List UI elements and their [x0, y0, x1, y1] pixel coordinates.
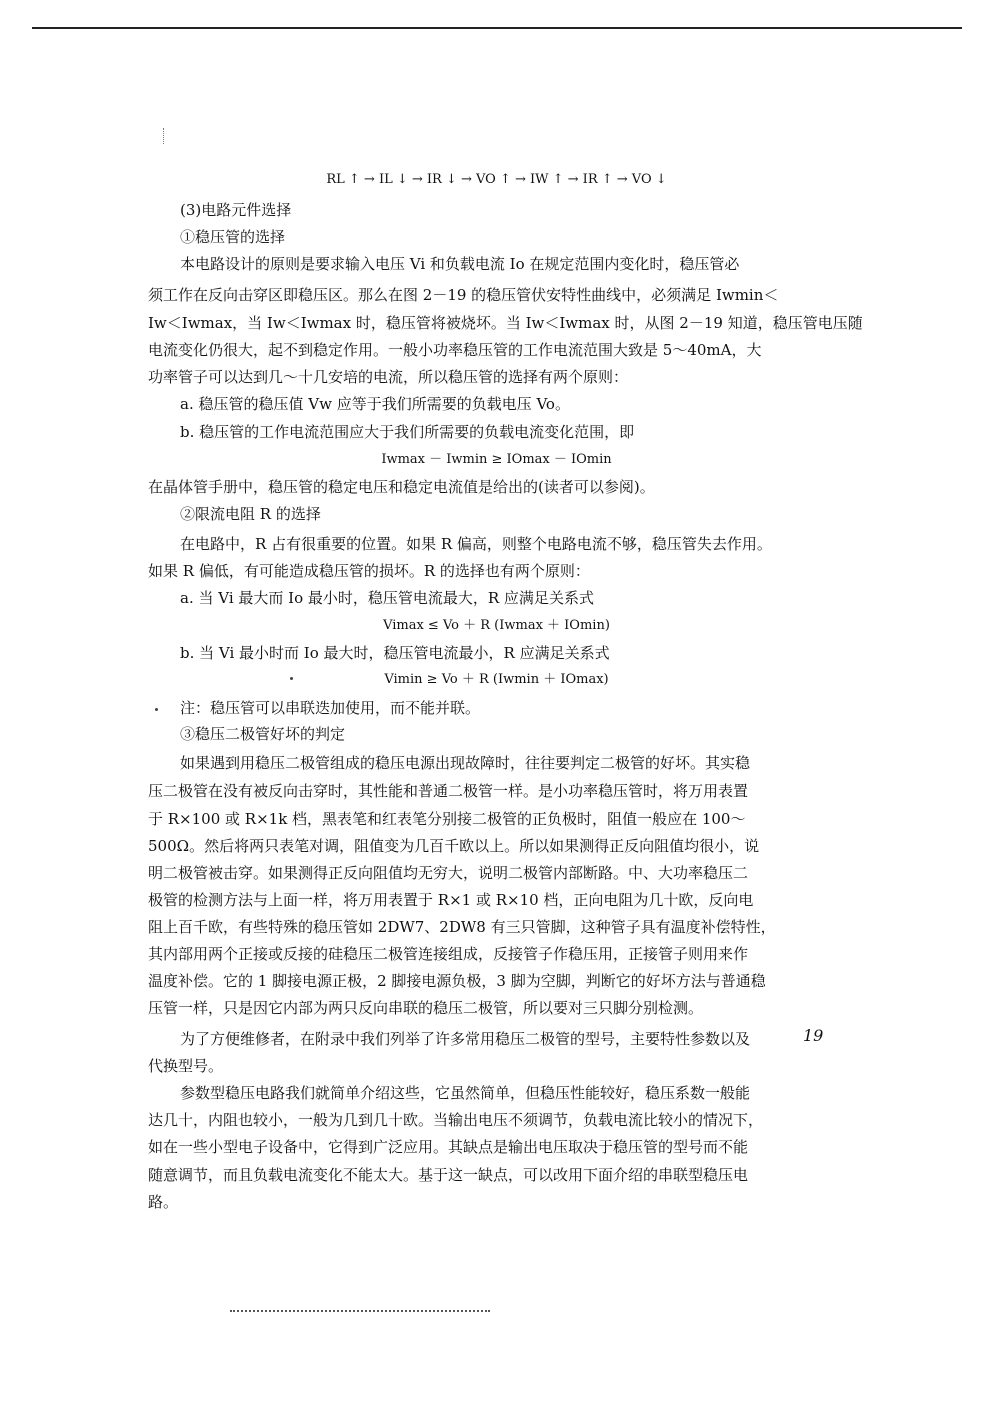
- paragraph-line: 路。: [148, 1193, 179, 1211]
- list-item: a. 稳压管的稳压值 Vw 应等于我们所需要的负载电压 Vo。: [180, 395, 570, 413]
- paragraph-line: 功率管子可以达到几～十几安培的电流，所以稳压管的选择有两个原则：: [148, 368, 629, 386]
- paragraph-line: 如果 R 偏低，有可能造成稳压管的损坏。R 的选择也有两个原则：: [148, 562, 590, 580]
- top-rule: [32, 27, 962, 29]
- scan-tick: [163, 128, 165, 144]
- section-heading: (3)电路元件选择: [180, 201, 292, 219]
- paragraph-line: 本电路设计的原则是要求输入电压 Vi 和负载电流 Io 在规定范围内变化时，稳压管必: [180, 255, 740, 273]
- paragraph-line: 为了方便维修者，在附录中我们列举了许多常用稳压二极管的型号，主要特性参数以及: [180, 1030, 751, 1048]
- subsection-heading: ③稳压二极管好坏的判定: [180, 725, 346, 743]
- inequality-formula: Vimax ≤ Vo ＋ R (Iwmax ＋ IOmin): [383, 618, 610, 633]
- paragraph-line: 于 R×100 或 R×1k 档，黑表笔和红表笔分别接二极管的正负极时，阻值一般应在 100～: [148, 810, 746, 828]
- paragraph-line: 温度补偿。它的 1 脚接电源正极，2 脚接电源负极，3 脚为空脚，判断它的好坏方法与普通稳: [148, 972, 766, 990]
- note-line: 注：稳压管可以串联迭加使用，而不能并联。: [180, 699, 481, 717]
- list-item: a. 当 Vi 最大而 Io 最小时，稳压管电流最大，R 应满足关系式: [180, 589, 594, 607]
- paragraph-line: 电流变化仍很大，起不到稳定作用。一般小功率稳压管的工作电流范围大致是 5～40mA，大: [148, 341, 762, 359]
- scan-artifact-dots: [230, 1310, 490, 1314]
- paragraph-line: 阻上百千欧，有些特殊的稳压管如 2DW7、2DW8 有三只管脚，这种管子具有温度补偿特性，: [148, 918, 776, 936]
- list-item: b. 稳压管的工作电流范围应大于我们所需要的负载电流变化范围，即: [180, 423, 635, 441]
- paragraph-line: 明二极管被击穿。如果测得正反向阻值均无穷大，说明二极管内部断路。中、大功率稳压二: [148, 864, 749, 882]
- subsection-heading: ①稳压管的选择: [180, 228, 286, 246]
- paragraph-line: 其内部用两个正接或反接的硅稳压二极管连接组成，反接管子作稳压用，正接管子则用来作: [148, 945, 749, 963]
- page-number: 19: [803, 1026, 824, 1045]
- list-item: b. 当 Vi 最小时而 Io 最大时，稳压管电流最小，R 应满足关系式: [180, 644, 610, 662]
- paragraph-line: 如果遇到用稳压二极管组成的稳压电源出现故障时，往往要判定二极管的好坏。其实稳: [180, 754, 751, 772]
- paragraph-line: 在晶体管手册中，稳压管的稳定电压和稳定电流值是给出的(读者可以参阅)。: [148, 478, 655, 496]
- paragraph-line: 随意调节，而且负载电流变化不能太大。基于这一缺点，可以改用下面介绍的串联型稳压电: [148, 1166, 749, 1184]
- paragraph-line: 压二极管在没有被反向击穿时，其性能和普通二极管一样。是小功率稳压管时，将万用表置: [148, 782, 749, 800]
- inequality-formula: Vimin ≥ Vo ＋ R (Iwmin ＋ IOmax): [384, 672, 609, 687]
- dot-mark: [155, 708, 158, 711]
- paragraph-line: 极管的检测方法与上面一样，将万用表置于 R×1 或 R×10 档，正向电阻为几十欧，反向电: [148, 891, 754, 909]
- paragraph-line: Iw＜Iwmax，当 Iw＜Iwmax 时，稳压管将被烧坏。当 Iw＜Iwmax 时，从图 2－19 知道，稳压管电压随: [148, 314, 863, 332]
- paragraph-line: 500Ω。然后将两只表笔对调，阻值变为几百千欧以上。所以如果测得正反向阻值均很小，说: [148, 837, 760, 855]
- inequality-formula: Iwmax － Iwmin ≥ IOmax － IOmin: [381, 452, 612, 467]
- paragraph-line: 达几十，内阻也较小，一般为几到几十欧。当输出电压不须调节，负载电流比较小的情况下，: [148, 1111, 764, 1129]
- feedback-chain-formula: RL ↑ → IL ↓ → IR ↓ → VO ↑ → IW ↑ → IR ↑ → VO ↓: [326, 172, 667, 187]
- paragraph-line: 如在一些小型电子设备中，它得到广泛应用。其缺点是输出电压取决于稳压管的型号而不能: [148, 1138, 749, 1156]
- paragraph-line: 代换型号。: [148, 1057, 224, 1075]
- paragraph-line: 在电路中，R 占有很重要的位置。如果 R 偏高，则整个电路电流不够，稳压管失去作用。: [180, 535, 772, 553]
- paragraph-line: 参数型稳压电路我们就简单介绍这些，它虽然简单，但稳压性能较好，稳压系数一般能: [180, 1084, 751, 1102]
- paragraph-line: 压管一样，只是因它内部为两只反向串联的稳压二极管，所以要对三只脚分别检测。: [148, 999, 704, 1017]
- paragraph-line: 须工作在反向击穿区即稳压区。那么在图 2－19 的稳压管伏安特性曲线中，必须满足 Iwmin＜: [148, 286, 779, 304]
- subsection-heading: ②限流电阻 R 的选择: [180, 505, 321, 523]
